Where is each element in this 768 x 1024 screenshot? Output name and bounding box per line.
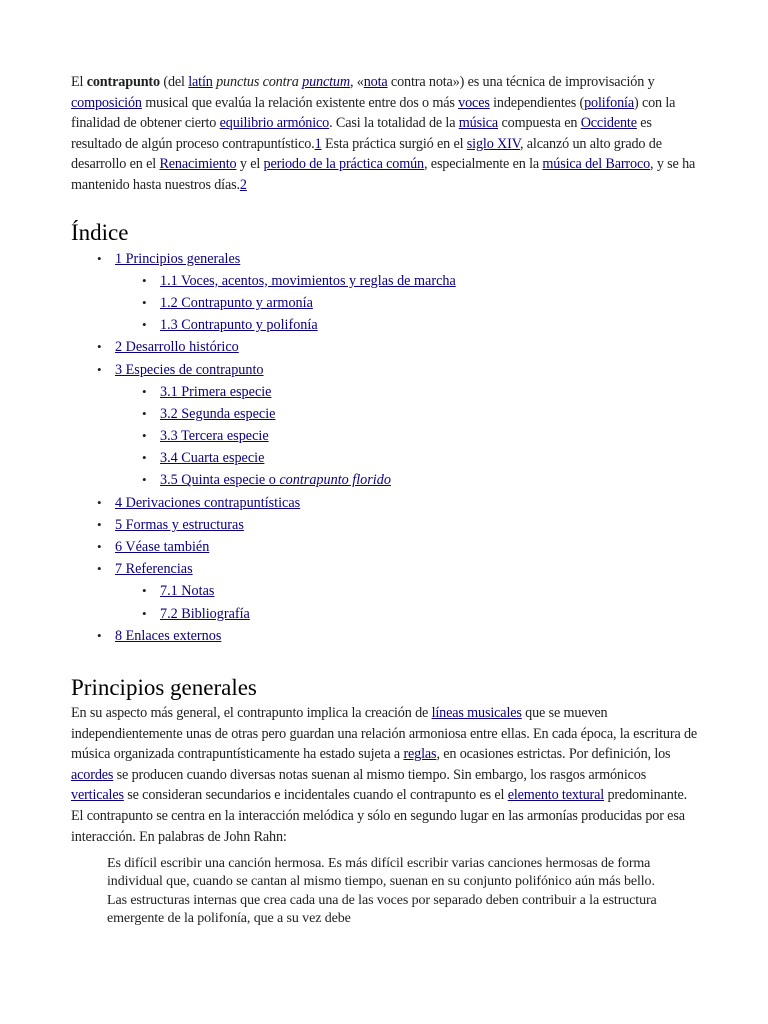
toc-item [71, 492, 701, 514]
intro-text: contra nota») es una técnica de improvisación y [387, 74, 655, 90]
toc-item [71, 314, 701, 336]
link-nota[interactable]: nota [363, 74, 388, 90]
toc-item [71, 403, 701, 425]
section-text: se producen cuando diversas notas suenan al mismo tiempo. Sin embargo, los rasgos armónicos [113, 766, 647, 783]
bullet-icon: • [97, 250, 102, 266]
bullet-icon: • [142, 428, 147, 444]
toc-link-enlaces-externos[interactable]: 8 Enlaces externos [115, 627, 222, 644]
bullet-icon: • [97, 361, 102, 377]
table-of-contents [71, 248, 701, 647]
reference-1-link[interactable]: 1 [314, 135, 322, 152]
link-occidente[interactable]: Occidente [580, 115, 637, 132]
article-content [71, 72, 701, 928]
toc-link-label: 3.5 Quinta especie o [160, 472, 280, 489]
bullet-icon: • [142, 272, 147, 288]
intro-text: , alcanzó un alto grado de desarrollo en el [71, 135, 662, 173]
link-periodo-practica-comun[interactable]: periodo de la práctica común [263, 156, 424, 173]
link-punctum[interactable]: punctum [302, 74, 350, 90]
intro-text: El [71, 74, 87, 90]
bullet-icon: • [142, 472, 147, 488]
link-composicion[interactable]: composición [71, 94, 142, 111]
toc-link-contrapunto-armonia[interactable]: 1.2 Contrapunto y armonía [160, 294, 313, 311]
toc-item [71, 580, 701, 602]
link-polifonia[interactable]: polifonía [584, 94, 634, 111]
toc-link-notas[interactable]: 7.1 Notas [160, 583, 215, 600]
intro-text: Esta práctica surgió en el [321, 135, 467, 152]
toc-link-principios-generales[interactable]: 1 Principios generales [115, 250, 241, 267]
toc-item [71, 514, 701, 536]
intro-text: ) con la finalidad de obtener cierto [71, 94, 676, 132]
toc-link-italic-label: contrapunto florido [279, 472, 391, 489]
toc-link-referencias[interactable]: 7 Referencias [115, 561, 193, 578]
intro-text: , especialmente en la [424, 156, 543, 173]
bullet-icon: • [142, 317, 147, 333]
toc-item [71, 469, 701, 491]
toc-item [71, 558, 701, 580]
quote-block: Es difícil escribir una canción hermosa. Es más difícil escribir varias canciones hermosas de forma individual que, cuando se cantan al mismo tiempo, suenan en su conjunto polifónico aún más bello. Las estructuras internas que crea cada una de las voces por separado deben contribuir a la estructura emergente de la polifonía, que a su vez debe [107, 856, 657, 926]
link-lineas-musicales[interactable]: líneas musicales [431, 704, 522, 721]
bullet-icon: • [97, 627, 102, 643]
toc-item [71, 248, 701, 270]
toc-link-especies[interactable]: 3 Especies de contrapunto [115, 361, 264, 378]
toc-item [71, 336, 701, 358]
toc-link-derivaciones[interactable]: 4 Derivaciones contrapuntísticas [115, 494, 301, 511]
toc-link-vease-tambien[interactable]: 6 Véase también [115, 539, 210, 555]
link-musica-barroco[interactable]: música del Barroco [542, 156, 651, 173]
intro-text: (del [159, 74, 189, 90]
section-text: , en ocasiones estrictas. Por definición, los [436, 746, 671, 763]
reference-2-link[interactable]: 2 [239, 176, 247, 193]
bullet-icon: • [142, 605, 147, 621]
toc-link-primera-especie[interactable]: 3.1 Primera especie [160, 383, 272, 400]
toc-link-formas-estructuras[interactable]: 5 Formas y estructuras [115, 516, 244, 533]
section-text: En su aspecto más general, el contrapunto implica la creación de [71, 704, 432, 721]
link-verticales[interactable]: verticales [71, 787, 124, 804]
link-musica[interactable]: música [458, 115, 499, 132]
bullet-icon: • [142, 450, 147, 466]
intro-text: , « [349, 74, 364, 90]
intro-text: musical que evalúa la relación existente entre dos o más [141, 94, 459, 111]
toc-link-bibliografia[interactable]: 7.2 Bibliografía [160, 605, 250, 622]
bullet-icon: • [142, 294, 147, 310]
toc-item [71, 359, 701, 381]
toc-item [71, 381, 701, 403]
toc-link-quinta-especie[interactable] [160, 472, 391, 488]
bullet-icon: • [97, 561, 102, 577]
link-siglo-xiv[interactable]: siglo XIV [466, 135, 520, 152]
link-equilibrio-armonico[interactable]: equilibrio armónico [219, 115, 330, 132]
toc-item [71, 603, 701, 625]
toc-link-desarrollo-historico[interactable]: 2 Desarrollo histórico [115, 339, 239, 356]
intro-text: . Casi la totalidad de la [329, 115, 459, 132]
bullet-icon: • [142, 405, 147, 421]
bullet-icon: • [97, 494, 102, 510]
toc-title: Índice [71, 219, 129, 245]
toc-link-contrapunto-polifonia[interactable]: 1.3 Contrapunto y polifonía [160, 317, 318, 334]
link-reglas[interactable]: reglas [403, 746, 437, 763]
bullet-icon: • [142, 583, 147, 599]
intro-text: compuesta en [498, 115, 581, 132]
link-voces[interactable]: voces [458, 94, 490, 111]
intro-term: contrapunto [86, 74, 160, 90]
intro-text: y el [236, 156, 264, 173]
intro-paragraph [71, 72, 701, 196]
section-text: que se mueven independientemente unas de otras pero guardan una relación armoniosa entre ellas. En cada época, la escritura de música organizada contrapuntísticamente ha estado sujeta a [71, 704, 698, 763]
link-elemento-textural[interactable]: elemento textural [507, 787, 605, 804]
toc-item [71, 536, 701, 558]
section-title: Principios generales [71, 674, 257, 700]
section-text: se consideran secundarios e incidentales cuando el contrapunto es el [123, 787, 508, 804]
latin-phrase: punctus contra [216, 74, 299, 90]
bullet-icon: • [97, 339, 102, 355]
toc-link-tercera-especie[interactable]: 3.3 Tercera especie [160, 428, 269, 445]
intro-text: es resultado de algún proceso contrapuntístico. [71, 115, 652, 152]
bullet-icon: • [142, 383, 147, 399]
toc-link-voces-acentos[interactable]: 1.1 Voces, acentos, movimientos y reglas de marcha [160, 272, 456, 289]
bullet-icon: • [97, 516, 102, 532]
intro-text: , y se ha mantenido hasta nuestros días. [71, 156, 696, 193]
link-latin[interactable]: latín [188, 74, 213, 90]
toc-item [71, 625, 701, 647]
section-paragraph [71, 703, 701, 847]
intro-text: independientes ( [489, 94, 585, 111]
toc-item [71, 425, 701, 447]
toc-item [71, 270, 701, 292]
toc-link-segunda-especie[interactable]: 3.2 Segunda especie [160, 405, 276, 422]
section-text: predominante. El contrapunto se centra en la interacción melódica y sólo en segundo lugar en las armonías producidas por esa interacción. En palabras de John Rahn: [71, 787, 688, 845]
bullet-icon: • [97, 539, 102, 554]
toc-item [71, 292, 701, 314]
link-renacimiento[interactable]: Renacimiento [159, 156, 237, 173]
toc-link-cuarta-especie[interactable]: 3.4 Cuarta especie [160, 450, 265, 467]
link-acordes[interactable]: acordes [71, 766, 114, 783]
toc-item [71, 447, 701, 469]
